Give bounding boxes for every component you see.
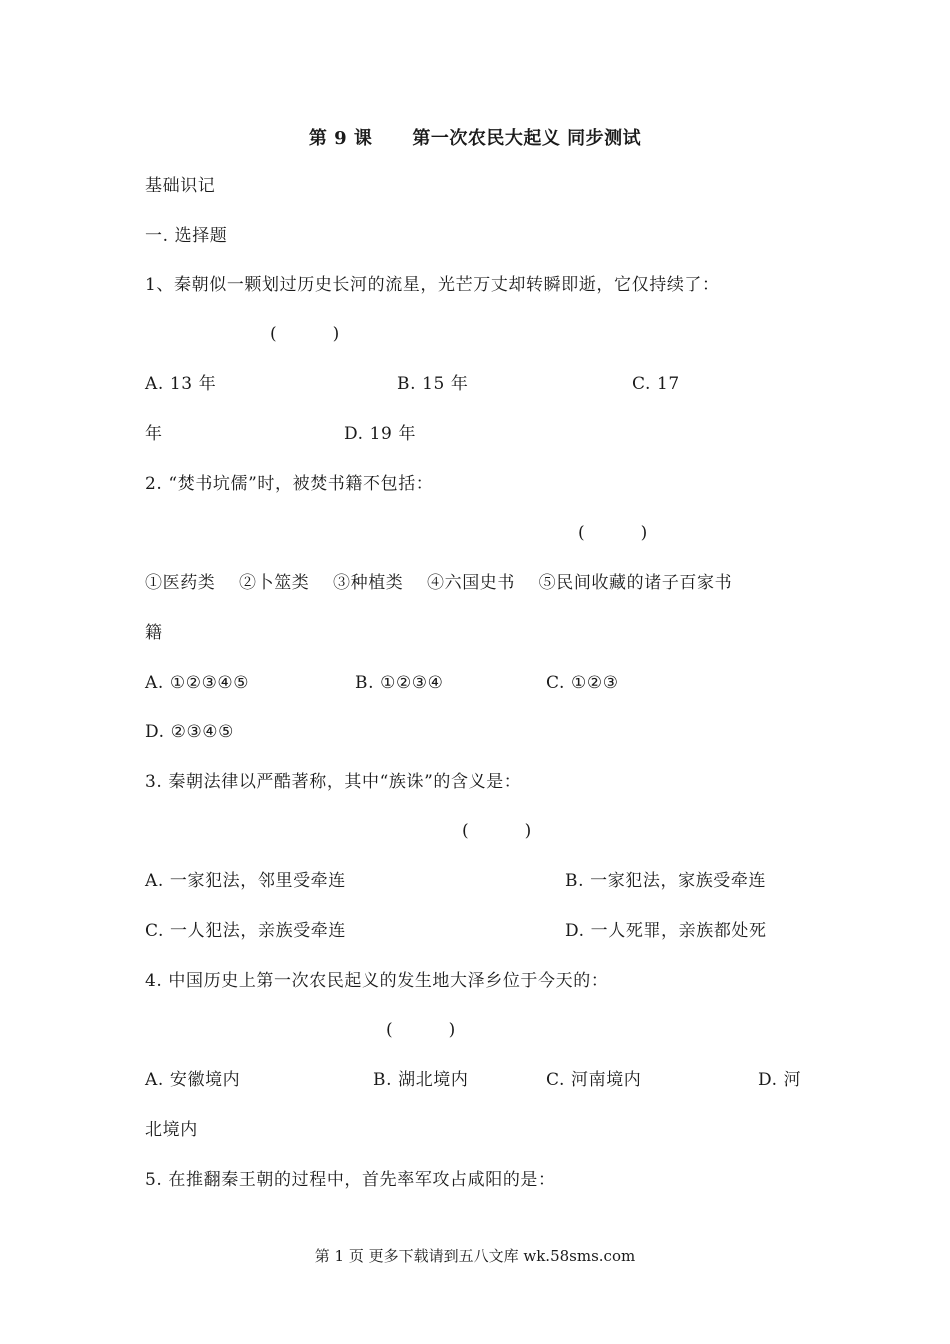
section-heading: 基础识记 (145, 176, 216, 196)
question-2-stem: 2. “焚书坑儒”时，被焚书籍不包括： (145, 474, 434, 494)
question-3-option-a: A. 一家犯法，邻里受牵连 (145, 871, 346, 891)
question-4-answer-blank: ( ) (386, 1020, 456, 1040)
question-1-option-a: A. 13 年 (145, 374, 217, 394)
question-3-option-d: D. 一人死罪，亲族都处死 (565, 921, 767, 941)
lesson-name: 第一次农民大起义 同步测试 (412, 128, 642, 149)
question-1-option-d: D. 19 年 (344, 424, 417, 444)
lesson-number: 第 9 课 (308, 128, 373, 149)
part-heading: 一. 选择题 (145, 226, 228, 246)
question-2-option-d: D. ②③④⑤ (145, 722, 234, 742)
question-4-option-d: D. 河 (758, 1070, 802, 1090)
page-footer: 第 1 页 更多下载请到五八文库 wk.58sms.com (314, 1247, 636, 1265)
page-title (0, 124, 950, 150)
question-2-option-a: A. ①②③④⑤ (145, 673, 250, 693)
question-5-stem: 5. 在推翻秦王朝的过程中，首先率军攻占咸阳的是： (145, 1170, 556, 1190)
question-1-option-c-wrap: 年 (145, 424, 163, 444)
question-2-option-b: B. ①②③④ (355, 673, 444, 693)
question-4-option-c: C. 河南境内 (546, 1070, 642, 1090)
question-2-option-c: C. ①②③ (546, 673, 619, 693)
question-2-answer-blank: ( ) (578, 523, 648, 543)
question-4-option-a: A. 安徽境内 (145, 1070, 241, 1090)
question-1-option-c: C. 17 (632, 374, 680, 394)
question-3-stem: 3. 秦朝法律以严酷著称，其中“族诛”的含义是： (145, 772, 522, 792)
question-3-option-c: C. 一人犯法，亲族受牵连 (145, 921, 347, 941)
question-2-items: ①医药类 ②卜筮类 ③种植类 ④六国史书 ⑤民间收藏的诸子百家书 (145, 573, 733, 593)
question-2-items-wrap: 籍 (145, 623, 163, 643)
question-4-option-d-wrap: 北境内 (145, 1120, 198, 1140)
question-3-answer-blank: ( ) (462, 821, 532, 841)
question-3-option-b: B. 一家犯法，家族受牵连 (565, 871, 767, 891)
question-4-option-b: B. 湖北境内 (373, 1070, 469, 1090)
question-1-stem: 1、秦朝似一颗划过历史长河的流星，光芒万丈却转瞬即逝，它仅持续了： (145, 275, 720, 295)
question-1-answer-blank: ( ) (270, 324, 340, 344)
question-4-stem: 4. 中国历史上第一次农民起义的发生地大泽乡位于今天的： (145, 971, 609, 991)
question-1-option-b: B. 15 年 (397, 374, 469, 394)
